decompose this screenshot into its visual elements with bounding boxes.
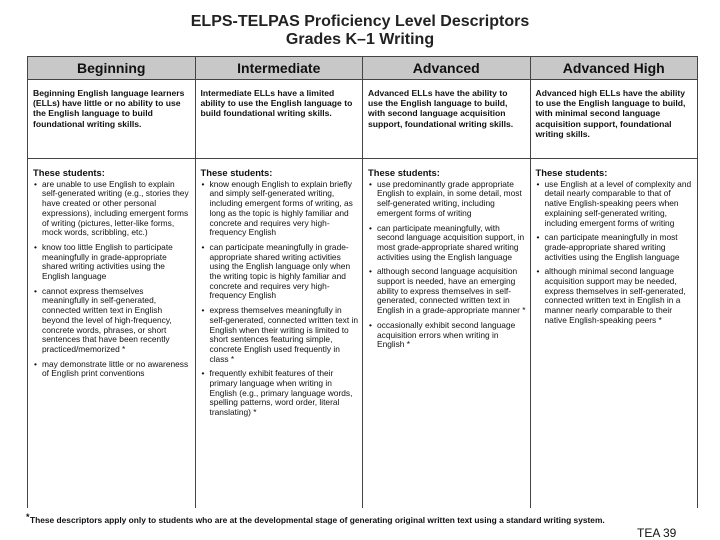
footnote-text: These descriptors apply only to students who are at the developmental stage of generating original written text using a standard writing system. [30,515,605,525]
descriptor-list [33,180,191,379]
column-advanced [363,56,531,508]
descriptor-table [27,56,698,508]
page-title: ELPS-TELPAS Proficiency Level Descriptors [190,13,530,30]
list-item: • cannot express themselves meaningfully in self-generated, connected written text in English beyond the level of high-frequency, concrete words, phrases, or short sentences that have been recently practiced/memorized * [33,287,191,355]
students-section [531,159,698,508]
list-item: • can participate meaningfully in most grade-appropriate shared writing activities using the English language [536,233,694,262]
footnote [26,512,630,525]
list-item: • are unable to use English to explain self-generated writing (e.g., stories they have created or other personal expressions), including emergent forms of writing (pictures, letter-like forms, mock words, scribbling, etc.) [33,180,191,238]
list-item: • can participate meaningfully in grade-appropriate shared writing activities using the English language only when the writing topic is highly familiar and concrete and requires very high-frequency English [201,243,359,301]
list-item: • use English at a level of complexity and detail nearly comparable to that of native English-speaking peers when explaining self-generated writing, including emergent forms of writing [536,180,694,229]
students-heading: These students: [33,167,105,178]
column-header: Advanced [363,56,530,80]
column-header: Intermediate [196,56,363,80]
list-item: • occasionally exhibit second language acquisition errors when writing in English * [368,321,526,350]
list-item: • although minimal second language acquisition support may be needed, express themselves in self-generated, connected written text in English in a manner nearly comparable to their native English-speaking peers * [536,267,694,325]
list-item: • may demonstrate little or no awareness of English print conventions [33,360,191,379]
students-heading: These students: [535,167,608,178]
students-section [196,159,363,508]
descriptor-list [368,180,526,350]
column-beginning [28,56,196,508]
column-intermediate [196,56,364,508]
level-description: Intermediate ELLs have a limited ability to use the English language to build foundational writing skills. [196,80,363,159]
list-item: • although second language acquisition support is needed, have an emerging ability to express themselves in self-generated, connected written text in English in a grade-appropriate manner * [368,267,526,316]
level-description: Advanced ELLs have the ability to use the English language to build, with second language acquisition support, foundational writing skills. [363,80,530,159]
list-item: • know enough English to explain briefly and simply self-generated writing, including emergent forms of writing, as long as the topic is highly familiar and concrete and requires very high-frequency English [201,180,359,238]
descriptor-list [201,180,359,418]
list-item: • frequently exhibit features of their primary language when writing in English (e.g., primary language words, spelling patterns, word order, literal translating) * [201,369,359,418]
footnote-mark: * [26,512,30,522]
column-header: Advanced High [531,56,698,80]
students-heading: These students: [200,167,273,178]
students-heading: These students: [368,167,440,178]
descriptor-list [536,180,694,326]
level-description: Advanced high ELLs have the ability to use the English language to build, with minimal second language acquisition support, foundational writing skills. [531,80,698,159]
column-header: Beginning [28,56,195,80]
list-item: • can participate meaningfully, with second language acquisition support, in most grade-appropriate shared writing activities using the English language [368,224,526,263]
students-section [363,159,530,508]
students-section [28,159,195,508]
column-advanced-high [531,56,699,508]
page-subtitle: Grades K–1 Writing [285,31,435,48]
level-description: Beginning English language learners (ELLs) have little or no ability to use the English language to build foundational writing skills. [28,80,195,159]
slide-number: TEA 39 [637,526,677,540]
list-item: • express themselves meaningfully in self-generated, connected written text in English when their writing is limited to short sentences featuring simple, concrete English used frequently in class * [201,306,359,364]
list-item: • use predominantly grade appropriate English to explain, in some detail, most self-generated writing, including emergent forms of writing [368,180,526,219]
list-item: • know too little English to participate meaningfully in grade-appropriate shared writing activities using the English language [33,243,191,282]
